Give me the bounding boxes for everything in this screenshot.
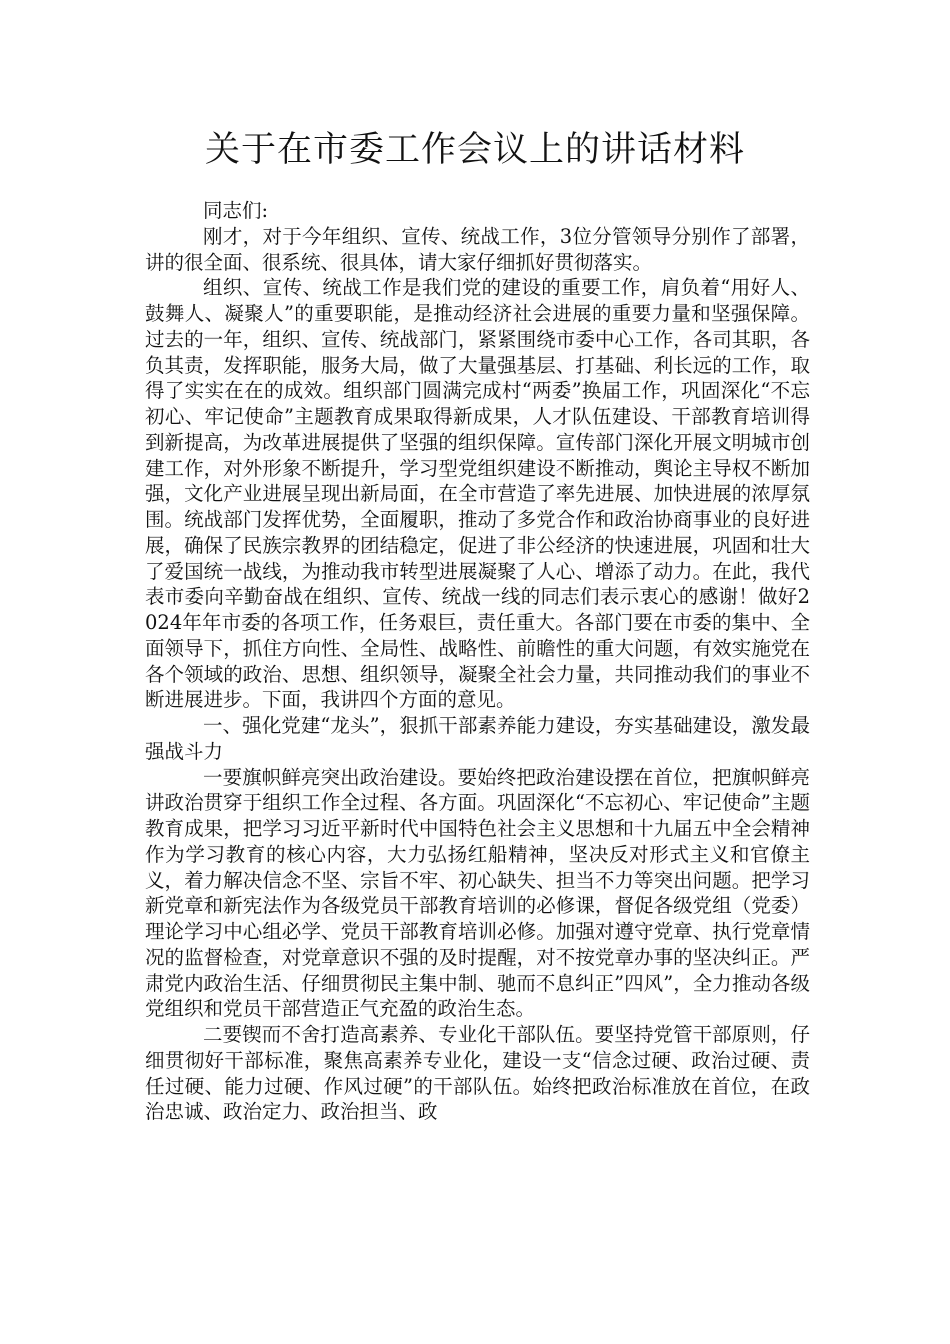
document-body <box>145 198 810 1125</box>
paragraph: 一要旗帜鲜亮突出政治建设。要始终把政治建设摆在首位，把旗帜鲜亮讲政治贯穿于组织工作全过程、各方面。巩固深化“不忘初心、牢记使命”主题教育成果，把学习习近平新时代中国特色社会主义思想和十九届五中全会精神作为学习教育的核心内容，大力弘扬红船精神，坚决反对形式主义和官僚主义，着力解决信念不坚、宗旨不牢、初心缺失、担当不力等突出问题。把学习新党章和新宪法作为各级党员干部教育培训的必修课，督促各级党组（党委）理论学习中心组必学、党员干部教育培训必修。加强对遵守党章、执行党章情况的监督检查，对党章意识不强的及时提醒，对不按党章办事的坚决纠正。严肃党内政治生活、仔细贯彻民主集中制、驰而不息纠正”四风”，全力推动各级党组织和党员干部营造正气充盈的政治生态。 <box>145 765 810 1021</box>
paragraph: 刚才，对于今年组织、宣传、统战工作，3位分管领导分别作了部署，讲的很全面、很系统、很具体，请大家仔细抓好贯彻落实。 <box>145 224 810 274</box>
paragraph: 组织、宣传、统战工作是我们党的建设的重要工作，肩负着“用好人、鼓舞人、凝聚人”的重要职能，是推动经济社会进展的重要力量和坚强保障。过去的一年，组织、宣传、统战部门，紧紧围绕市委中心工作，各司其职，各负其责，发挥职能，服务大局，做了大量强基层、打基础、利长远的工作，取得了实实在在的成效。组织部门圆满完成村“两委”换届工作，巩固深化“不忘初心、牢记使命”主题教育成果取得新成果，人才队伍建设、干部教育培训得到新提高，为改革进展提供了坚强的组织保障。宣传部门深化开展文明城市创建工作，对外形象不断提升，学习型党组织建设不断推动，舆论主导权不断加强，文化产业进展呈现出新局面，在全市营造了率先进展、加快进展的浓厚氛围。统战部门发挥优势，全面履职，推动了多党合作和政治协商事业的良好进展，确保了民族宗教界的团结稳定，促进了非公经济的快速进展，巩固和壮大了爱国统一战线，为推动我市转型进展凝聚了人心、增添了动力。在此，我代表市委向辛勤奋战在组织、宣传、统战一线的同志们表示衷心的感谢！做好2024年年市委的各项工作，任务艰巨，责任重大。各部门要在市委的集中、全面领导下，抓住方向性、全局性、战略性、前瞻性的重大问题，有效实施党在各个领域的政治、思想、组织领导，凝聚全社会力量，共同推动我们的事业不断进展进步。下面，我讲四个方面的意见。 <box>145 276 810 712</box>
salutation: 同志们: <box>203 199 269 222</box>
section-heading: 一、强化党建“龙头”，狠抓干部素养能力建设，夯实基础建设，激发最强战斗力 <box>145 714 810 763</box>
document-title: 关于在市委工作会议上的讲话材料 <box>204 130 745 170</box>
paragraph: 二要锲而不舍打造高素养、专业化干部队伍。要坚持党管干部原则，仔细贯彻好干部标准，聚焦高素养专业化，建设一支“信念过硬、政治过硬、责任过硬、能力过硬、作风过硬”的干部队伍。始终把政治标准放在首位，在政治忠诚、政治定力、政治担当、政 <box>145 1023 810 1124</box>
